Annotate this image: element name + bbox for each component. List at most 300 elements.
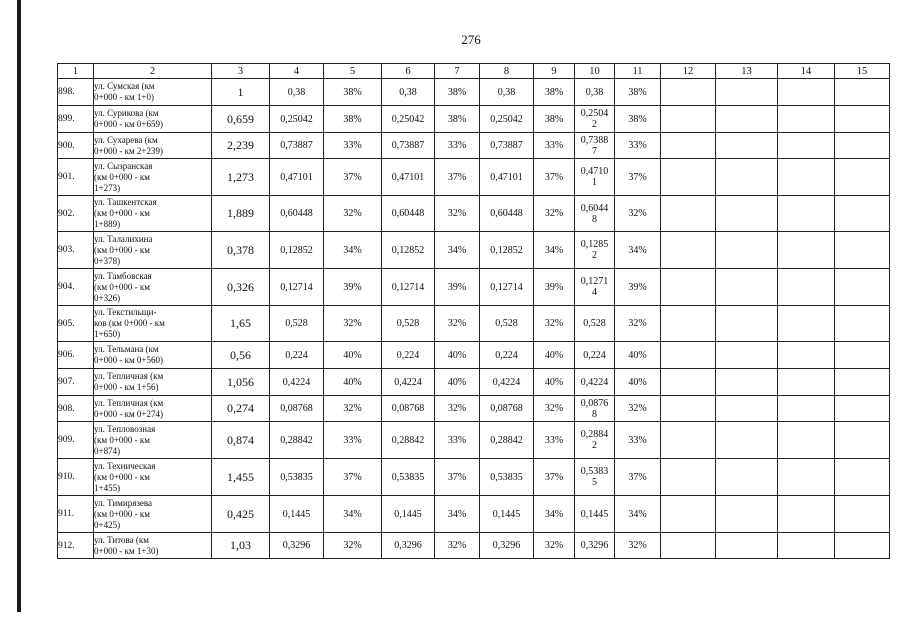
- street-name-line: 1+650): [94, 329, 121, 339]
- cell-col-13: [716, 533, 778, 559]
- cell-col-10: [575, 159, 615, 196]
- cell-col-9: 38%: [534, 79, 575, 106]
- column-header-3: 3: [212, 64, 270, 79]
- cell-line: 0,6044: [580, 202, 609, 214]
- cell-col-8: 0,4224: [480, 369, 534, 396]
- page-number: 276: [461, 32, 481, 47]
- cell-col-9: 39%: [534, 269, 575, 306]
- table-row: [58, 196, 890, 232]
- street-name-line: 0+000 - км 0+560): [94, 355, 163, 365]
- cell-col-3: 1: [212, 79, 270, 106]
- column-header-9: 9: [534, 64, 575, 79]
- row-number: 909.: [58, 422, 94, 459]
- cell-col-3: 2,239: [212, 133, 270, 159]
- cell-col-9: 38%: [534, 106, 575, 133]
- table-body: [58, 64, 890, 559]
- row-number: 898.: [58, 79, 94, 106]
- table-row: [58, 232, 890, 269]
- street-name-line: ул. Титова (км: [94, 534, 149, 545]
- road-register-table: [57, 63, 890, 559]
- street-name-line: 0+000 - км 1+56): [94, 382, 159, 392]
- table-row: [58, 496, 890, 533]
- cell-col-10: [575, 422, 615, 459]
- table-row: [58, 396, 890, 422]
- table-row: [58, 422, 890, 459]
- cell-col-14: [778, 159, 835, 196]
- column-header-2: 2: [94, 64, 212, 79]
- street-name-line: (км 0+000 - км: [94, 208, 150, 218]
- cell-line: 0,1445: [580, 508, 609, 520]
- row-number: 907.: [58, 369, 94, 396]
- street-name-cell: [94, 269, 212, 306]
- cell-col-5: 33%: [324, 133, 382, 159]
- cell-col-3: 1,65: [212, 306, 270, 342]
- cell-col-14: [778, 133, 835, 159]
- cell-col-4: 0,12852: [270, 232, 324, 269]
- row-number: 910.: [58, 459, 94, 496]
- cell-col-14: [778, 269, 835, 306]
- table-row: [58, 133, 890, 159]
- cell-col-8: 0,53835: [480, 459, 534, 496]
- street-name-cell: [94, 369, 212, 396]
- cell-col-8: 0,12852: [480, 232, 534, 269]
- cell-line: 0,5383: [580, 466, 609, 477]
- cell-col-5: 34%: [324, 496, 382, 533]
- cell-col-12: [661, 159, 716, 196]
- cell-col-6: 0,4224: [382, 369, 435, 396]
- cell-line: 0,2504: [580, 108, 609, 119]
- street-name-line: ул. Сызранская: [94, 160, 153, 171]
- cell-col-6: 0,28842: [382, 422, 435, 459]
- cell-col-9: 34%: [534, 496, 575, 533]
- cell-col-3: 0,425: [212, 496, 270, 533]
- cell-line: 0,2884: [580, 429, 609, 440]
- cell-col-7: 40%: [435, 369, 480, 396]
- cell-col-5: 32%: [324, 396, 382, 422]
- street-name-line: 0+000 - км 0+659): [94, 119, 163, 129]
- street-name-line: (км 0+000 - км: [94, 171, 150, 182]
- cell-col-11: 34%: [615, 232, 661, 269]
- table-row: [58, 459, 890, 496]
- cell-col-13: [716, 369, 778, 396]
- cell-col-11: 32%: [615, 196, 661, 232]
- cell-col-4: 0,47101: [270, 159, 324, 196]
- cell-col-8: 0,28842: [480, 422, 534, 459]
- row-number: 912.: [58, 533, 94, 559]
- cell-col-12: [661, 342, 716, 369]
- cell-col-5: 32%: [324, 306, 382, 342]
- cell-col-14: [778, 459, 835, 496]
- cell-line: 0,0876: [580, 397, 609, 409]
- cell-col-12: [661, 79, 716, 106]
- row-number: 901.: [58, 159, 94, 196]
- cell-col-10: [575, 133, 615, 159]
- cell-line: 2: [592, 119, 597, 130]
- street-name-line: ул. Техническая: [94, 460, 156, 471]
- cell-col-11: 33%: [615, 422, 661, 459]
- cell-col-13: [716, 159, 778, 196]
- street-name-line: ков (км 0+000 - км: [94, 318, 165, 328]
- cell-col-10: [575, 106, 615, 133]
- cell-col-8: 0,47101: [480, 159, 534, 196]
- cell-col-15: [835, 79, 890, 106]
- cell-col-13: [716, 422, 778, 459]
- cell-col-8: 0,528: [480, 306, 534, 342]
- cell-col-14: [778, 79, 835, 106]
- column-header-6: 6: [382, 64, 435, 79]
- cell-col-9: 40%: [534, 369, 575, 396]
- cell-col-10: [575, 269, 615, 306]
- cell-line: 0,1271: [580, 276, 609, 287]
- column-header-1: 1: [58, 64, 94, 79]
- street-name-line: 0+425): [94, 519, 121, 530]
- cell-line: 8: [592, 213, 597, 225]
- page-left-edge-rule: [17, 0, 21, 612]
- cell-col-4: 0,08768: [270, 396, 324, 422]
- table-row: [58, 533, 890, 559]
- cell-col-14: [778, 342, 835, 369]
- street-name-line: ул. Тепловозная: [94, 423, 156, 434]
- cell-col-6: 0,3296: [382, 533, 435, 559]
- cell-col-5: 32%: [324, 533, 382, 559]
- street-name-cell: [94, 133, 212, 159]
- cell-col-5: 38%: [324, 106, 382, 133]
- cell-col-5: 37%: [324, 159, 382, 196]
- table-row: [58, 306, 890, 342]
- street-name-line: ул. Текстильщи-: [94, 307, 157, 317]
- cell-col-11: 37%: [615, 159, 661, 196]
- cell-col-14: [778, 496, 835, 533]
- cell-col-4: 0,53835: [270, 459, 324, 496]
- cell-line: 2: [592, 250, 597, 261]
- cell-col-10: [575, 342, 615, 369]
- cell-line: 8: [592, 408, 597, 420]
- cell-col-13: [716, 196, 778, 232]
- street-name-cell: [94, 422, 212, 459]
- cell-col-15: [835, 459, 890, 496]
- cell-line: 0,224: [583, 349, 606, 361]
- cell-col-10: [575, 396, 615, 422]
- column-header-10: 10: [575, 64, 615, 79]
- cell-col-10: [575, 369, 615, 396]
- row-number: 903.: [58, 232, 94, 269]
- cell-col-7: 38%: [435, 106, 480, 133]
- cell-col-8: 0,08768: [480, 396, 534, 422]
- cell-col-3: 1,056: [212, 369, 270, 396]
- cell-col-7: 33%: [435, 133, 480, 159]
- cell-col-7: 39%: [435, 269, 480, 306]
- street-name-line: 0+378): [94, 255, 121, 266]
- cell-col-6: 0,12852: [382, 232, 435, 269]
- street-name-cell: [94, 196, 212, 232]
- cell-line: 5: [592, 477, 597, 488]
- row-number: 902.: [58, 196, 94, 232]
- cell-col-13: [716, 106, 778, 133]
- cell-col-12: [661, 269, 716, 306]
- street-name-line: ул. Талалихина: [94, 233, 153, 244]
- street-name-line: 1+273): [94, 182, 121, 193]
- cell-col-11: 39%: [615, 269, 661, 306]
- cell-col-5: 32%: [324, 196, 382, 232]
- cell-col-12: [661, 196, 716, 232]
- cell-col-11: 38%: [615, 106, 661, 133]
- cell-col-4: 0,25042: [270, 106, 324, 133]
- street-name-line: ул. Тимирязева: [94, 497, 153, 508]
- cell-col-9: 33%: [534, 133, 575, 159]
- street-name-line: (км 0+000 - км: [94, 244, 150, 255]
- cell-col-14: [778, 306, 835, 342]
- cell-col-11: 40%: [615, 342, 661, 369]
- cell-col-13: [716, 306, 778, 342]
- cell-col-6: 0,38: [382, 79, 435, 106]
- cell-col-15: [835, 196, 890, 232]
- table-row: [58, 79, 890, 106]
- street-name-line: (км 0+000 - км: [94, 281, 150, 292]
- cell-line: 0,7388: [580, 134, 609, 146]
- cell-col-4: 0,3296: [270, 533, 324, 559]
- cell-col-6: 0,08768: [382, 396, 435, 422]
- column-header-5: 5: [324, 64, 382, 79]
- cell-col-15: [835, 106, 890, 133]
- cell-col-9: 32%: [534, 396, 575, 422]
- cell-line: 0,528: [583, 318, 606, 329]
- column-header-7: 7: [435, 64, 480, 79]
- cell-col-12: [661, 396, 716, 422]
- cell-col-8: 0,224: [480, 342, 534, 369]
- cell-col-14: [778, 396, 835, 422]
- cell-col-12: [661, 459, 716, 496]
- cell-col-9: 40%: [534, 342, 575, 369]
- cell-col-10: [575, 459, 615, 496]
- cell-col-15: [835, 496, 890, 533]
- table-row: [58, 269, 890, 306]
- cell-col-5: 34%: [324, 232, 382, 269]
- cell-col-10: [575, 306, 615, 342]
- cell-col-6: 0,73887: [382, 133, 435, 159]
- street-name-cell: [94, 306, 212, 342]
- cell-line: 7: [592, 145, 597, 157]
- street-name-line: 0+000 - км 1+30): [94, 545, 159, 556]
- table-row: [58, 159, 890, 196]
- street-name-line: ул. Сумская (км: [94, 81, 155, 91]
- cell-col-7: 32%: [435, 196, 480, 232]
- cell-col-3: 1,03: [212, 533, 270, 559]
- cell-col-6: 0,1445: [382, 496, 435, 533]
- cell-col-15: [835, 306, 890, 342]
- cell-col-13: [716, 342, 778, 369]
- cell-col-3: 0,659: [212, 106, 270, 133]
- cell-col-8: 0,1445: [480, 496, 534, 533]
- cell-col-6: 0,528: [382, 306, 435, 342]
- cell-line: 2: [592, 440, 597, 451]
- cell-col-7: 38%: [435, 79, 480, 106]
- cell-col-4: 0,73887: [270, 133, 324, 159]
- row-number: 911.: [58, 496, 94, 533]
- cell-col-4: 0,60448: [270, 196, 324, 232]
- cell-col-7: 32%: [435, 396, 480, 422]
- cell-col-4: 0,4224: [270, 369, 324, 396]
- cell-col-9: 34%: [534, 232, 575, 269]
- cell-col-13: [716, 133, 778, 159]
- row-number: 899.: [58, 106, 94, 133]
- cell-col-7: 34%: [435, 496, 480, 533]
- cell-col-8: 0,73887: [480, 133, 534, 159]
- street-name-line: ул. Ташкентская: [94, 197, 157, 207]
- street-name-line: ул. Тамбовская: [94, 270, 152, 281]
- cell-col-12: [661, 133, 716, 159]
- cell-col-3: 0,326: [212, 269, 270, 306]
- cell-col-12: [661, 232, 716, 269]
- cell-col-7: 32%: [435, 533, 480, 559]
- cell-col-8: 0,12714: [480, 269, 534, 306]
- cell-col-10: [575, 496, 615, 533]
- street-name-cell: [94, 533, 212, 559]
- cell-col-3: 1,889: [212, 196, 270, 232]
- table-row: [58, 342, 890, 369]
- cell-col-13: [716, 79, 778, 106]
- cell-col-10: [575, 79, 615, 106]
- table-row: [58, 106, 890, 133]
- cell-col-3: 1,273: [212, 159, 270, 196]
- cell-col-15: [835, 422, 890, 459]
- cell-col-15: [835, 269, 890, 306]
- cell-col-9: 37%: [534, 159, 575, 196]
- street-name-cell: [94, 159, 212, 196]
- cell-col-13: [716, 459, 778, 496]
- cell-col-6: 0,60448: [382, 196, 435, 232]
- street-name-line: ул. Тельмана (км: [94, 344, 159, 354]
- cell-col-10: [575, 232, 615, 269]
- cell-col-12: [661, 106, 716, 133]
- cell-col-14: [778, 232, 835, 269]
- cell-col-7: 37%: [435, 459, 480, 496]
- cell-col-12: [661, 369, 716, 396]
- street-name-line: (км 0+000 - км: [94, 508, 150, 519]
- cell-col-15: [835, 396, 890, 422]
- street-name-line: 0+326): [94, 292, 121, 303]
- cell-col-11: 38%: [615, 79, 661, 106]
- cell-col-5: 40%: [324, 342, 382, 369]
- cell-col-6: 0,12714: [382, 269, 435, 306]
- cell-col-9: 32%: [534, 196, 575, 232]
- street-name-line: (км 0+000 - км: [94, 471, 150, 482]
- street-name-cell: [94, 496, 212, 533]
- street-name-line: ул. Сухарева (км: [94, 134, 158, 145]
- cell-line: 0,1285: [580, 239, 609, 250]
- cell-col-9: 32%: [534, 533, 575, 559]
- cell-col-7: 37%: [435, 159, 480, 196]
- column-header-15: 15: [835, 64, 890, 79]
- cell-line: 0,38: [585, 86, 604, 98]
- street-name-cell: [94, 459, 212, 496]
- column-header-11: 11: [615, 64, 661, 79]
- cell-col-11: 33%: [615, 133, 661, 159]
- cell-col-4: 0,38: [270, 79, 324, 106]
- table-row: [58, 369, 890, 396]
- cell-col-7: 40%: [435, 342, 480, 369]
- cell-col-7: 32%: [435, 306, 480, 342]
- cell-col-5: 37%: [324, 459, 382, 496]
- cell-col-12: [661, 422, 716, 459]
- row-number: 905.: [58, 306, 94, 342]
- cell-col-14: [778, 369, 835, 396]
- street-name-line: ул. Тепличная (км: [94, 371, 164, 381]
- cell-col-12: [661, 533, 716, 559]
- street-name-line: 1+455): [94, 482, 121, 493]
- cell-col-5: 38%: [324, 79, 382, 106]
- row-number: 906.: [58, 342, 94, 369]
- cell-col-8: 0,25042: [480, 106, 534, 133]
- cell-col-14: [778, 533, 835, 559]
- column-header-13: 13: [716, 64, 778, 79]
- cell-col-3: 0,378: [212, 232, 270, 269]
- cell-col-3: 0,274: [212, 396, 270, 422]
- cell-col-11: 32%: [615, 396, 661, 422]
- cell-col-8: 0,3296: [480, 533, 534, 559]
- street-name-line: ул. Тепличная (км: [94, 397, 164, 408]
- cell-line: 1: [592, 177, 597, 188]
- column-header-12: 12: [661, 64, 716, 79]
- cell-col-3: 1,455: [212, 459, 270, 496]
- cell-col-4: 0,224: [270, 342, 324, 369]
- street-name-line: 0+000 - км 1+0): [94, 92, 154, 102]
- cell-col-13: [716, 269, 778, 306]
- street-name-cell: [94, 232, 212, 269]
- cell-col-15: [835, 342, 890, 369]
- cell-col-3: 0,56: [212, 342, 270, 369]
- cell-col-10: [575, 196, 615, 232]
- cell-col-10: [575, 533, 615, 559]
- cell-col-15: [835, 232, 890, 269]
- cell-col-5: 39%: [324, 269, 382, 306]
- cell-col-15: [835, 369, 890, 396]
- street-name-line: 0+000 - км 0+274): [94, 408, 163, 419]
- cell-col-4: 0,12714: [270, 269, 324, 306]
- street-name-line: 1+889): [94, 219, 121, 229]
- cell-col-15: [835, 133, 890, 159]
- cell-col-7: 34%: [435, 232, 480, 269]
- row-number: 904.: [58, 269, 94, 306]
- cell-col-9: 32%: [534, 306, 575, 342]
- cell-col-4: 0,28842: [270, 422, 324, 459]
- cell-col-6: 0,47101: [382, 159, 435, 196]
- cell-col-13: [716, 232, 778, 269]
- street-name-line: 0+874): [94, 445, 121, 456]
- cell-col-8: 0,38: [480, 79, 534, 106]
- cell-col-9: 37%: [534, 459, 575, 496]
- row-number: 908.: [58, 396, 94, 422]
- column-header-4: 4: [270, 64, 324, 79]
- cell-col-15: [835, 159, 890, 196]
- cell-line: 4: [592, 287, 597, 298]
- cell-col-7: 33%: [435, 422, 480, 459]
- street-name-cell: [94, 342, 212, 369]
- cell-col-12: [661, 496, 716, 533]
- cell-col-14: [778, 422, 835, 459]
- cell-col-11: 37%: [615, 459, 661, 496]
- cell-col-9: 33%: [534, 422, 575, 459]
- column-number-header-row: [58, 64, 890, 79]
- cell-col-3: 0,874: [212, 422, 270, 459]
- cell-col-5: 40%: [324, 369, 382, 396]
- cell-line: 0,3296: [580, 540, 609, 551]
- row-number: 900.: [58, 133, 94, 159]
- street-name-cell: [94, 106, 212, 133]
- street-name-line: (км 0+000 - км: [94, 434, 150, 445]
- column-header-8: 8: [480, 64, 534, 79]
- cell-col-13: [716, 396, 778, 422]
- street-name-line: ул. Сурикова (км: [94, 108, 159, 118]
